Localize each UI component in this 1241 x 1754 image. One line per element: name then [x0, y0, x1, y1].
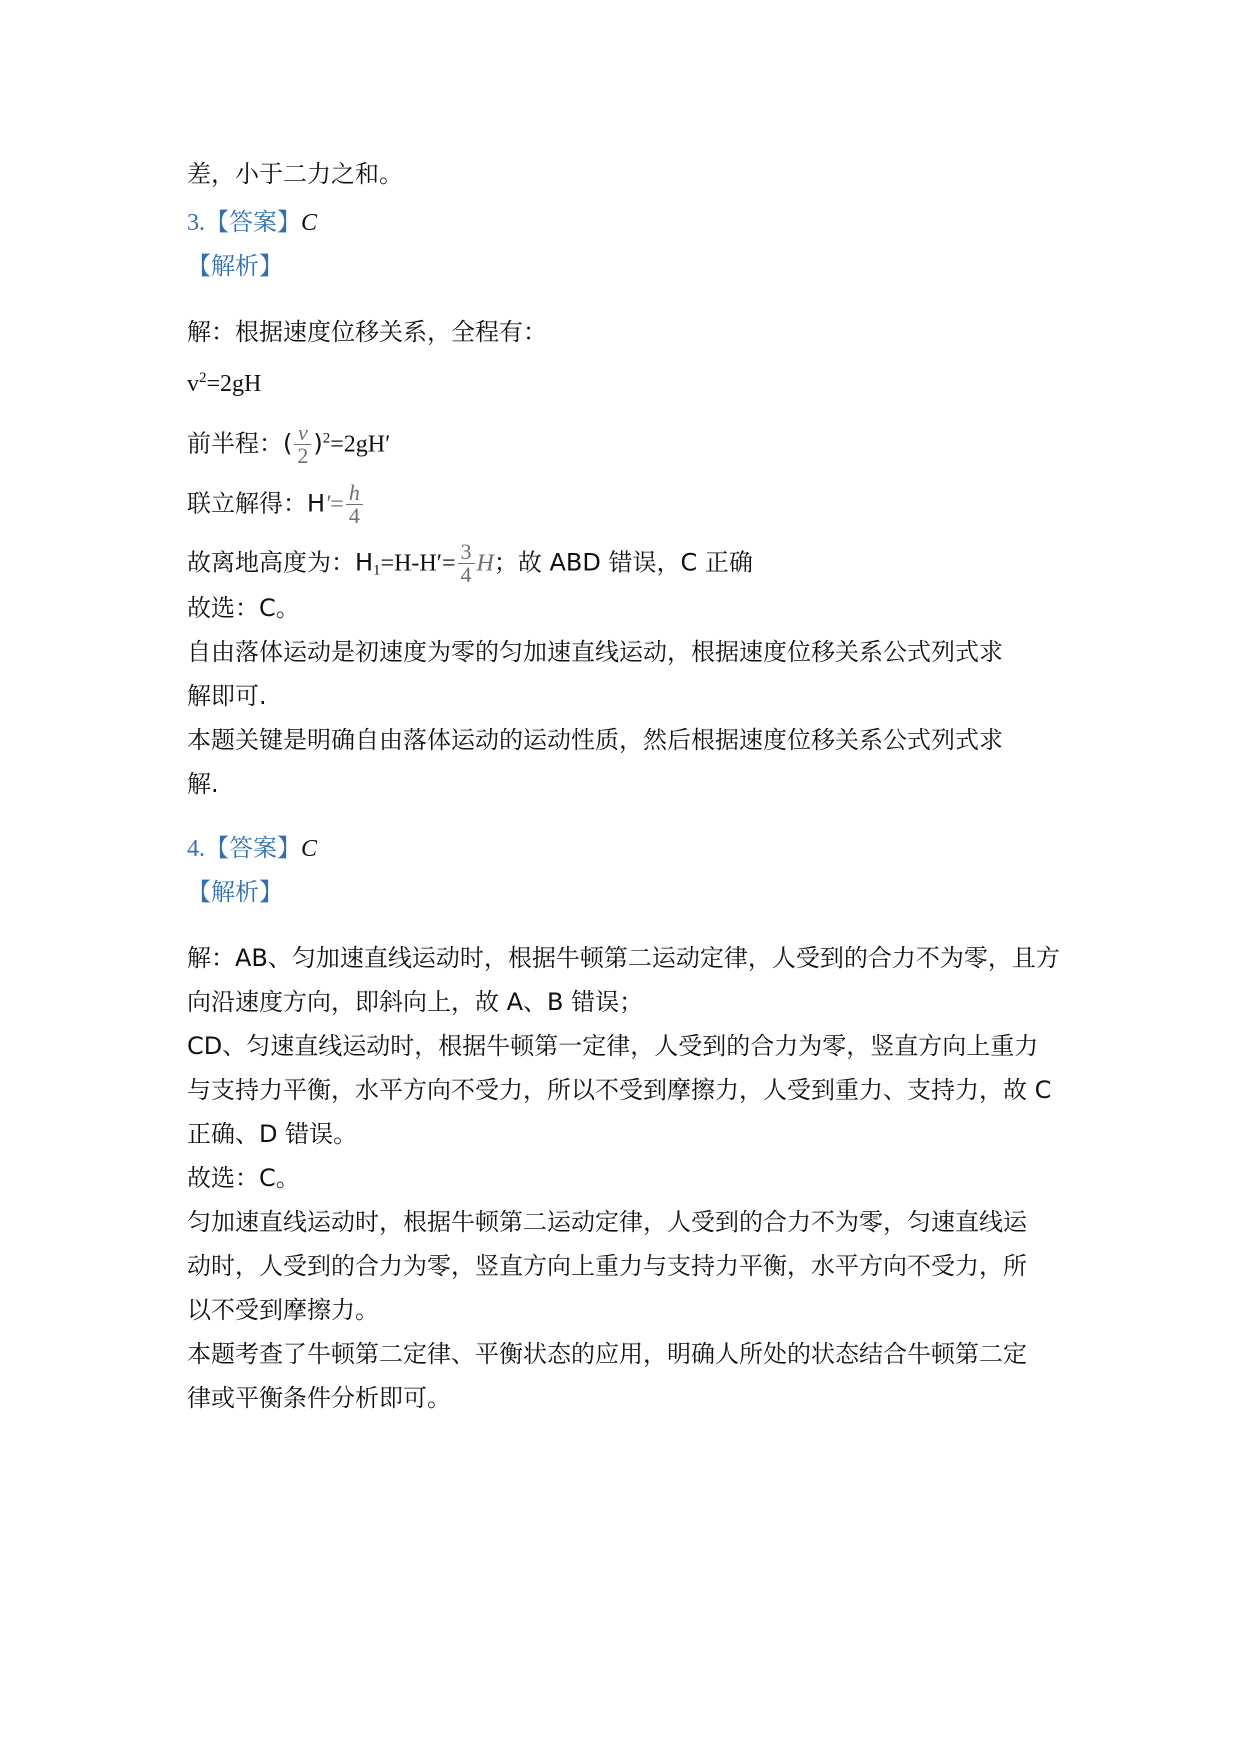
- q4-answer-tag: 【答案】: [205, 836, 301, 862]
- q3-v: v: [187, 371, 199, 397]
- q4-line-1: 解：AB、匀加速直线运动时，根据牛顿第二运动定律，人受到的合力不为零，且方: [187, 944, 1060, 972]
- q4-answer-line: [187, 832, 1067, 865]
- q3-line-9: 本题关键是明确自由落体运动的运动性质，然后根据速度位移关系公式列式求: [187, 726, 1003, 754]
- fraction-denominator: 4: [460, 562, 472, 587]
- fraction-v-over-2: [294, 422, 311, 467]
- height-H: H: [476, 550, 494, 577]
- q3-analysis-label: 【解析】: [187, 254, 283, 280]
- q3-formula-height: [187, 541, 1067, 586]
- q4-number: 4.: [187, 836, 205, 862]
- q4-line-6: 故选：C。: [187, 1164, 300, 1192]
- q3-analysis-tag: [187, 250, 1067, 283]
- q4-line-3: CD、匀速直线运动时，根据牛顿第一定律，人受到的合力为零，竖直方向上重力: [187, 1032, 1039, 1060]
- half-rest: =2gH′: [330, 431, 391, 458]
- q3-answer-line: [187, 206, 1067, 239]
- solve-prime: ′: [325, 491, 331, 518]
- q4-line-11: 律或平衡条件分析即可。: [187, 1384, 451, 1412]
- q3-line-7: 自由落体运动是初速度为零的匀加速直线运动，根据速度位移关系公式列式求: [187, 638, 1003, 666]
- q3-formula-half: [187, 422, 1067, 467]
- q4-answer: C: [301, 836, 318, 862]
- q3-line-1: 解：根据速度位移关系，全程有：: [187, 318, 547, 346]
- q3-formula-solve: [187, 482, 1067, 527]
- fraction-3-over-4: [458, 541, 475, 586]
- solve-eq: =: [330, 491, 344, 518]
- q3-line-10: 解.: [187, 770, 219, 798]
- q3-line-8: 解即可.: [187, 682, 267, 710]
- q3-v-exponent: 2: [199, 370, 207, 386]
- half-exponent: 2: [322, 430, 331, 447]
- q4-line-9: 以不受到摩擦力。: [187, 1296, 379, 1324]
- fraction-numerator: 3: [458, 541, 475, 564]
- q4-analysis-label: 【解析】: [187, 880, 283, 906]
- q3-half-label: 前半程：(: [187, 429, 293, 458]
- close-paren: ): [313, 429, 323, 458]
- q3-line-6: 故选：C。: [187, 594, 300, 622]
- fraction-numerator: v: [294, 422, 311, 445]
- q4-line-5: 正确、D 错误。: [187, 1120, 358, 1148]
- q4-line-7: 匀加速直线运动时，根据牛顿第二运动定律，人受到的合力不为零，匀速直线运: [187, 1208, 1027, 1236]
- q3-formula-rest: =2gH: [206, 371, 262, 397]
- solve-label: 联立解得：H: [187, 489, 326, 518]
- fraction-h-over-4: [346, 482, 363, 527]
- q4-line-10: 本题考查了牛顿第二定律、平衡状态的应用，明确人所处的状态结合牛顿第二定: [187, 1340, 1027, 1368]
- q3-answer-tag: 【答案】: [205, 210, 301, 236]
- q4-line-2: 向沿速度方向，即斜向上，故 A、B 错误；: [187, 988, 644, 1016]
- height-label: 故离地高度为：H: [187, 548, 374, 577]
- height-sub: 1: [373, 562, 381, 579]
- q4-analysis-tag: [187, 876, 1067, 909]
- q3-formula-full: [187, 368, 1067, 400]
- q4-line-8: 动时，人受到的合力为零，竖直方向上重力与支持力平衡，水平方向不受力，所: [187, 1252, 1027, 1280]
- fraction-numerator: h: [346, 482, 363, 505]
- q3-number: 3.: [187, 210, 205, 236]
- height-conclusion: ；故 ABD 错误，C 正确: [493, 548, 753, 577]
- q3-answer: C: [301, 210, 318, 236]
- q4-line-4: 与支持力平衡，水平方向不受力，所以不受到摩擦力，人受到重力、支持力，故 C: [187, 1076, 1052, 1104]
- height-mid: =H-H′=: [380, 550, 456, 577]
- fraction-denominator: 4: [348, 503, 360, 528]
- fraction-denominator: 2: [297, 443, 309, 468]
- paragraph-top: 差，小于二力之和。: [187, 160, 403, 188]
